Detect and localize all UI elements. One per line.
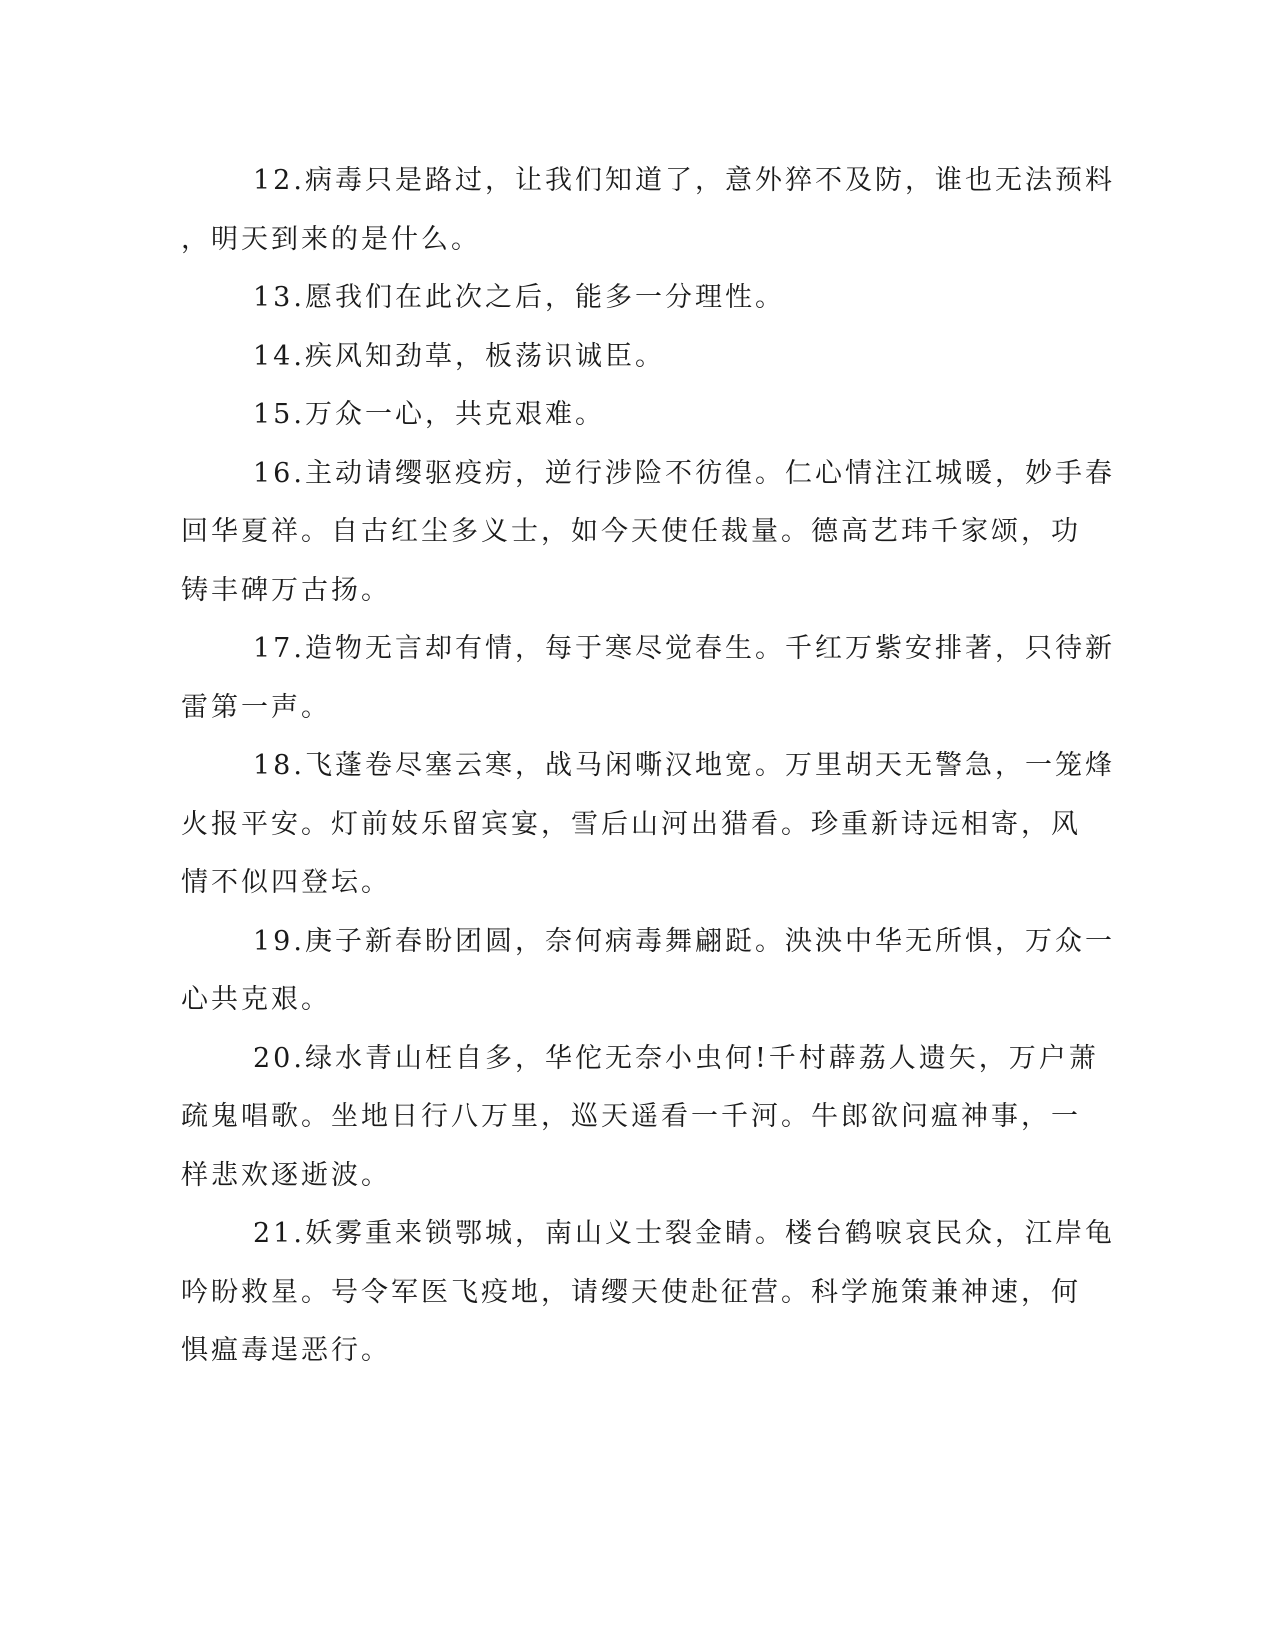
paragraph-13 [181, 269, 1041, 328]
paragraph-line: 19.庚子新春盼团圆，奈何病毒舞翩跹。泱泱中华无所惧，万众一 [253, 925, 1115, 957]
paragraph-12 [181, 152, 1115, 269]
paragraph-line: 13.愿我们在此次之后，能多一分理性。 [253, 282, 785, 313]
paragraph-line: 情不似四登坛。 [181, 867, 391, 898]
paragraph-19 [181, 913, 1115, 1030]
paragraph-21 [181, 1205, 1115, 1381]
paragraph-line: 吟盼救星。号令军医飞疫地，请缨天使赴征营。科学施策兼神速，何 [181, 1276, 1081, 1308]
paragraph-line: 21.妖雾重来锁鄂城，南山义士裂金睛。楼台鹤唳哀民众，江岸龟 [253, 1218, 1115, 1249]
paragraph-15 [181, 386, 1041, 445]
paragraph-line: 17.造物无言却有情，每于寒尽觉春生。千红万紫安排著，只待新 [253, 633, 1115, 664]
paragraph-line: 铸丰碑万古扬。 [181, 574, 391, 606]
paragraph-line: 20.绿水青山枉自多，华佗无奈小虫何!千村薜荔人遗矢，万户萧 [253, 1042, 1099, 1074]
paragraph-line: 惧瘟毒逞恶行。 [181, 1335, 391, 1366]
paragraph-line: 16.主动请缨驱疫疠，逆行涉险不彷徨。仁心情注江城暖，妙手春 [253, 457, 1115, 489]
document-body [181, 152, 1115, 1381]
paragraph-16 [181, 445, 1115, 621]
paragraph-18 [181, 737, 1115, 913]
paragraph-line: 12.病毒只是路过，让我们知道了，意外猝不及防，谁也无法预料 [253, 165, 1115, 196]
paragraph-line: 心共克艰。 [181, 984, 331, 1015]
paragraph-line: 雷第一声。 [181, 691, 331, 723]
paragraph-line: 18.飞蓬卷尽塞云寒，战马闲嘶汉地宽。万里胡天无警急，一笼烽 [253, 750, 1115, 781]
paragraph-17 [181, 620, 1115, 737]
paragraph-line: 疏鬼唱歌。坐地日行八万里，巡天遥看一千河。牛郎欲问瘟神事，一 [181, 1101, 1081, 1132]
paragraph-line: 14.疾风知劲草，板荡识诚臣。 [253, 340, 665, 372]
paragraph-14 [181, 328, 1041, 387]
paragraph-20 [181, 1030, 1099, 1206]
paragraph-line: 样悲欢逐逝波。 [181, 1159, 391, 1191]
paragraph-line: 火报平安。灯前妓乐留宾宴，雪后山河出猎看。珍重新诗远相寄，风 [181, 808, 1081, 840]
paragraph-line: 回华夏祥。自古红尘多义士，如今天使任裁量。德高艺玮千家颂，功 [181, 516, 1081, 547]
paragraph-line: ，明天到来的是什么。 [181, 223, 481, 255]
paragraph-line: 15.万众一心，共克艰难。 [253, 399, 605, 430]
